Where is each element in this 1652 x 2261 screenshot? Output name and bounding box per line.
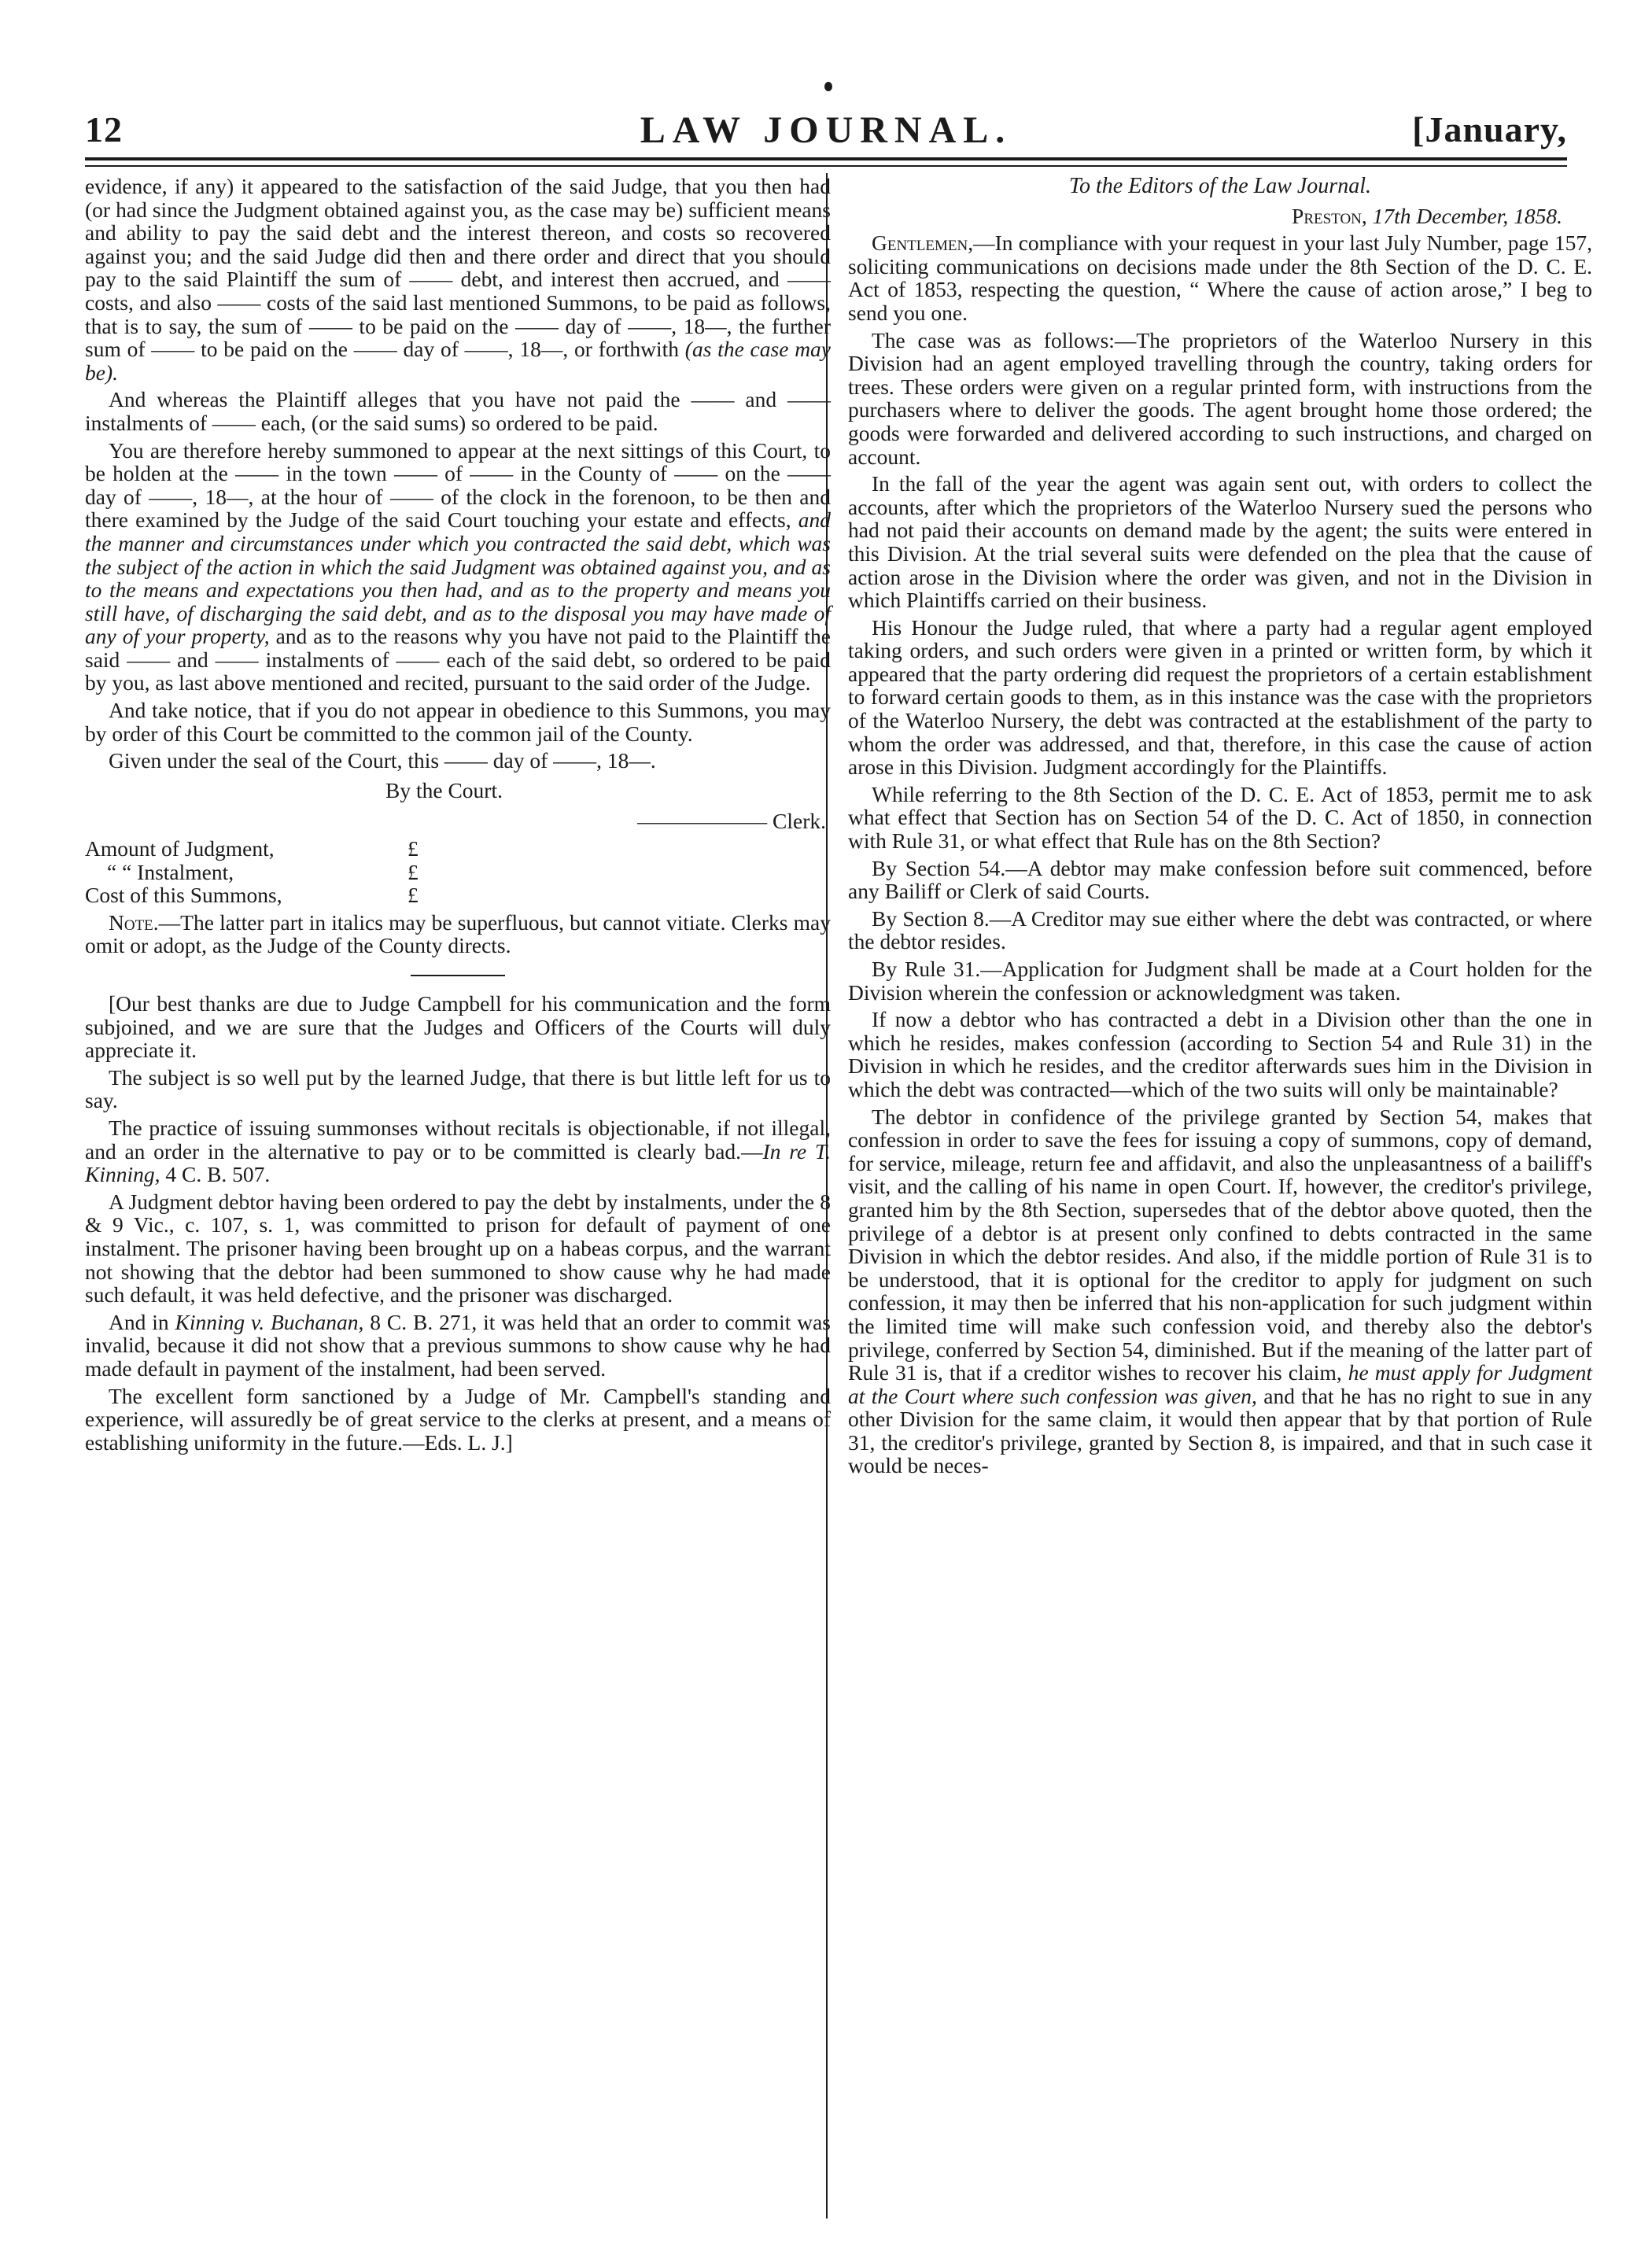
letter-paragraph-5: While referring to the 8th Section of the D. C. E. Act of 1853, permit me to ask what effect that Section has on Section 54 of the D. C. Act of 1850, in connection with Rule 31, or what effect that Rule has on the 8th Section? — [848, 781, 1592, 854]
editorial-paragraph-6: The excellent form sanctioned by a Judge of Mr. Campbell's standing and experience, will assuredly be of great service to the clerks at present, and a means of establishing uniformity in the future.—Eds. L. J.] — [85, 1383, 831, 1455]
header-dot — [824, 82, 832, 91]
letter-addressee: To the Editors of the Law Journal. — [1068, 174, 1371, 198]
left-column — [85, 175, 831, 1454]
section-separator — [411, 975, 505, 976]
letter-paragraph-10: The debtor in confidence of the privilege granted by Section 54, makes that confession in order to save the fees for issuing a copy of summons, copy of demand, for service, mileage, return fee and affidavit, and also the unpleasantness of a bailiff's visit, and the calling of his name in open Court. If, however, the creditor's privilege, granted him by the 8th Section, supersedes that of the debtor above quoted, then the privilege of a debtor is at present only confined to debts contracted in the same Division in which the debtor resides. And also, if the middle portion of Rule 31 is to be understood, that it is optional for the creditor to apply for judgment on such confession, it may then be inferred that his non-application for such judgment within the limited time will make such confession void, and thereby also the debtor's privilege, conferred by Section 54, diminished. But if the meaning of the latter part of Rule 31 is, that if a creditor wishes to recover his claim, he must apply for Judgment at the Court where such confession was given, and that he has no right to sue in any other Division for the same claim, it would then appear that by that portion of Rule 31, the creditor's privilege, granted by Section 8, is impaired, and that in such case it would be neces- — [848, 1104, 1593, 1478]
summons-paragraph-4: And take notice, that if you do not appear in obedience to this Summons, you may by order of this Court be committed to the common jail of the County. — [85, 698, 831, 746]
letter-paragraph-8: By Rule 31.—Application for Judgment shall be made at a Court holden for the Division wherein the confession or acknowledgment was taken. — [848, 957, 1592, 1005]
page-number: 12 — [85, 109, 123, 149]
header-rule-thin — [85, 165, 1567, 167]
amount-cost-line: Cost of this Summons, £ — [85, 883, 419, 908]
editorial-paragraph-2: The subject is so well put by the learned Judge, that there is but little left for us to say. — [85, 1064, 831, 1113]
letter-paragraph-9: If now a debtor who has contracted a debt in a Division other than the one in which he resides, makes confession (according to Section 54 and Rule 31) in the Division in which he resides, and the creditor afterwards sues him in the Division in which the debt was contracted—which of the two suits will only be maintainable? — [848, 1007, 1592, 1101]
editorial-paragraph-3: The practice of issuing summonses without recitals is objectionable, if not illegal, and an order in the alternative to pay or to be committed is clearly bad.—In re T. Kinning, 4 C. B. 507. — [85, 1115, 831, 1187]
journal-title: LAW JOURNAL. — [640, 109, 1012, 151]
letter-paragraph-4: His Honour the Judge ruled, that where a party had a regular agent employed taking orders, and such orders were given in a printed or written form, by which it appeared that the party ordering did request the proprietors of a certain establishment to forward certain goods to them, as in this instance was the case with the proprietors of the Waterloo Nursery, the debt was contracted at the establishment of the party to whom the order was addressed, and that, therefore, in this case the cause of action arose in this Division. Judgment accordingly for the Plaintiffs. — [848, 614, 1592, 780]
editorial-paragraph-5: And in Kinning v. Buchanan, 8 C. B. 271, it was held that an order to commit was invalid, because it did not show that a previous summons to show cause why he had made default in payment of the instalment, had been served. — [85, 1309, 832, 1381]
editorial-paragraph-1: [Our best thanks are due to Judge Campbell for his communication and the form subjoined, and we are sure that the Judges and Officers of the Courts will duly appreciate it. — [85, 991, 831, 1063]
letter-dateline: Preston, 17th December, 1858. — [1292, 203, 1562, 228]
letter-paragraph-2: The case was as follows:—The proprietors of the Waterloo Nursery in this Division had an agent employed travelling through the country, taking orders for trees. These orders were given on a regular printed form, with instructions from the purchasers where to deliver the goods. The agent brought home those ordered; the goods were forwarded and delivered according to such instructions, and charged on account. — [848, 327, 1592, 469]
letter-paragraph-6: By Section 54.—A debtor may make confession before suit commenced, before any Bailiff or Clerk of said Courts. — [848, 855, 1592, 904]
letter-paragraph-7: By Section 8.—A Creditor may sue either where the debt was contracted, or where the debtor resides. — [848, 906, 1592, 954]
by-the-court: By the Court. — [385, 777, 503, 802]
summons-paragraph-5: Given under the seal of the Court, this —— day of ——, 18—. — [109, 748, 656, 773]
letter-paragraph-1: Gentlemen,—In compliance with your request in your last July Number, page 157, soliciting communications on decisions made under the 8th Section of the D. C. E. Act of 1853, respecting the question, “ Where the cause of action arose,” I beg to send you one. — [848, 231, 1592, 325]
clerk-signature-line: —————— Clerk. — [637, 809, 826, 834]
page-header — [85, 109, 1567, 172]
issue-month: [January, — [1412, 109, 1567, 149]
header-rule-thick — [85, 157, 1567, 160]
right-column — [848, 175, 1592, 1477]
amount-judgment-line: Amount of Judgment, £ — [85, 836, 419, 861]
letter-paragraph-3: In the fall of the year the agent was again sent out, with orders to collect the accounts, after which the proprietors of the Waterloo Nursery sued the persons who had not paid their accounts on demand made by the agent; the suits were entered in this Division. At the trial several suits were defended on the plea that the cause of action arose in the Division where the order was given, and not in the Division in which Plaintiffs carried on their business. — [848, 471, 1592, 613]
editorial-paragraph-4: A Judgment debtor having been ordered to pay the debt by instalments, under the 8 & 9 Vic., c. 107, s. 1, was committed to prison for default of payment of one instalment. The prisoner having been brought up on a habeas corpus, and the warrant not showing that the debtor had been summoned to show cause why he had made such default, it was held defective, and the prisoner was discharged. — [85, 1189, 831, 1308]
summons-paragraph-3: You are therefore hereby summoned to appear at the next sittings of this Court, to be holden at the —— in the town —— of —— in the County of —— on the —— day of ——, 18—, at the hour of —— of the clock in the forenoon, to be then and there examined by the Judge of the said Court touching your estate and effects, and the manner and circumstances under which you contracted the said debt, which was the subject of the action in which the said Judgment was obtained against you, and as to the means and expectations you then had, and as to the property and means you still have, of discharging the said debt, and as to the disposal you may have made of any of your property, and as to the reasons why you have not paid to the Plaintiff the said —— and —— instalments of —— each of the said debt, so ordered to be paid by you, as last above mentioned and recited, pursuant to the said order of the Judge. — [85, 437, 832, 695]
amount-instalment-line: “ “ Instalment, £ — [107, 859, 419, 884]
note-paragraph: Note.—The latter part in italics may be superfluous, but cannot vitiate. Clerks may omit or adopt, as the Judge of the County directs. — [85, 909, 831, 958]
summons-paragraph-2: And whereas the Plaintiff alleges that you have not paid the —— and —— instalments of —— each, (or the said sums) so ordered to be paid. — [85, 387, 831, 435]
summons-paragraph-1: evidence, if any) it appeared to the satisfaction of the said Judge, that you then had (or had since the Judgment obtained against you, as the case may be) sufficient means and ability to pay the said debt and the interest thereon, and costs so recovered against you; and the said Judge did then and there order and direct that you should pay to the said Plaintiff the sum of —— debt, and interest then accrued, and —— costs, and also —— costs of the said last mentioned Summons, to be paid as follows, that is to say, the sum of —— to be paid on the —— day of ——, 18—, the further sum of —— to be paid on the —— day of ——, 18—, or forthwith (as the case may be). — [85, 174, 832, 385]
